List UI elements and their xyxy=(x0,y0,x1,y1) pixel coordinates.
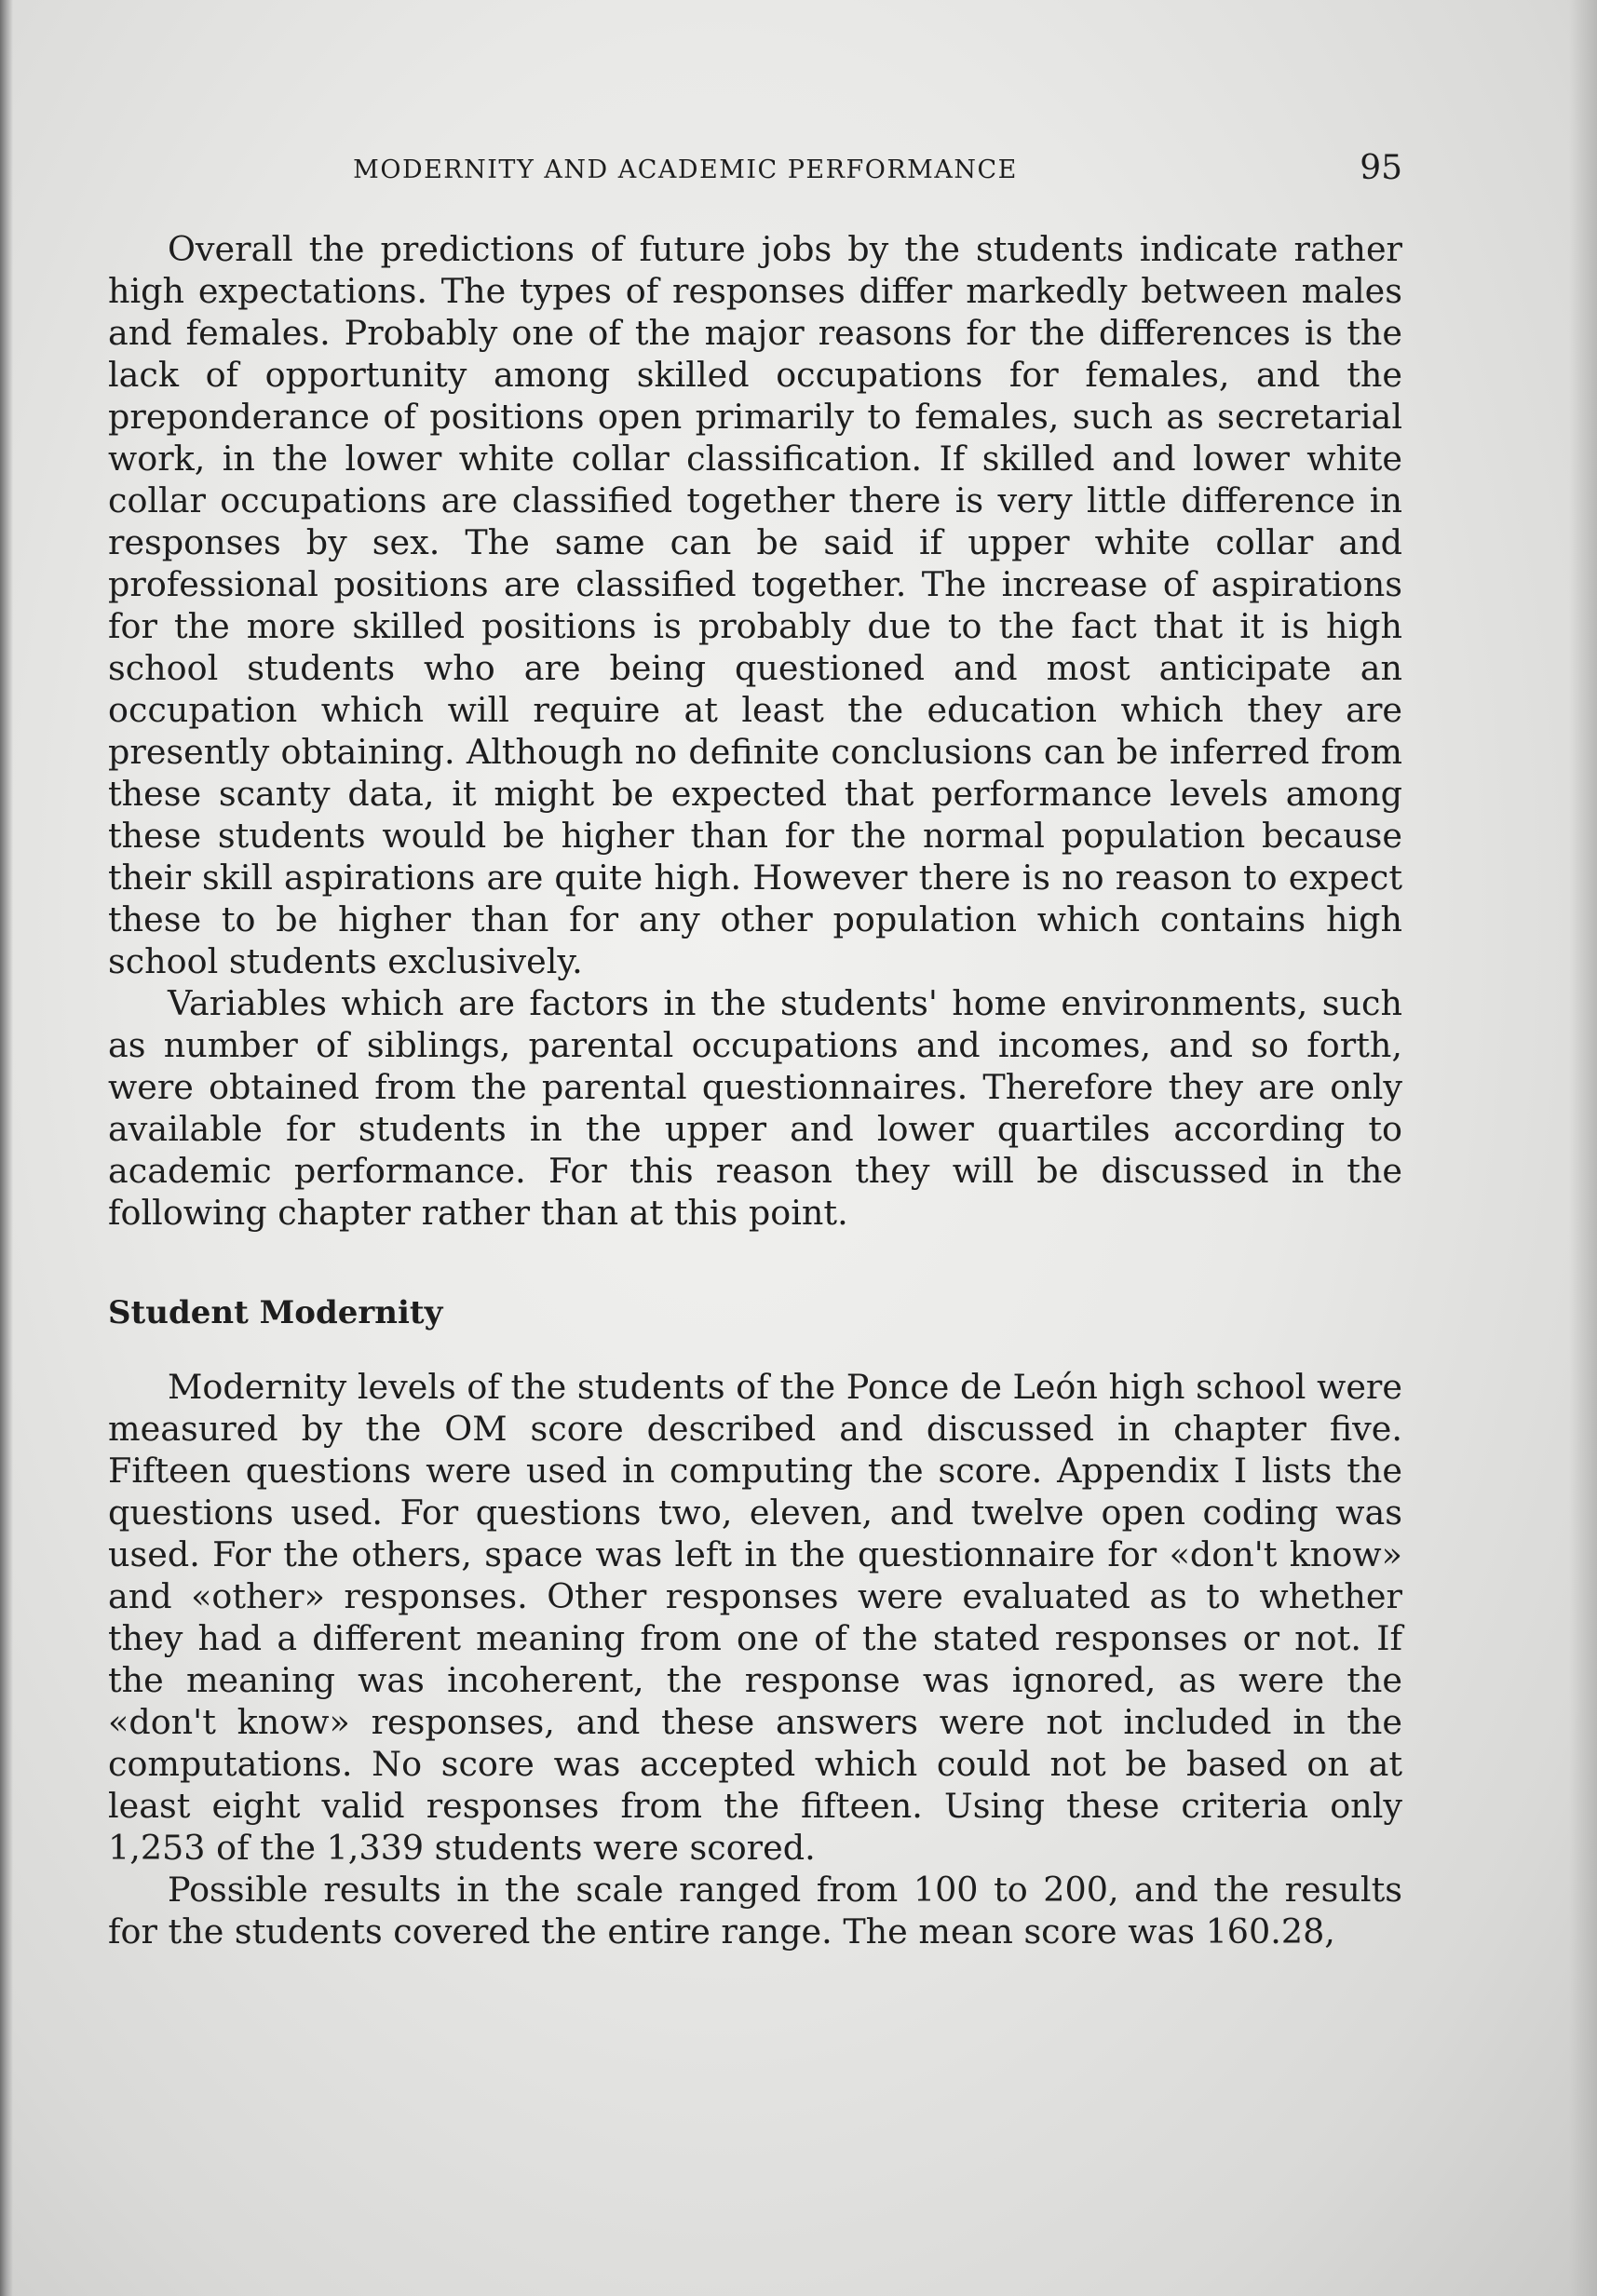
section-heading: Student Modernity xyxy=(108,1294,443,1331)
paragraph-modernity-levels: Modernity levels of the students of the Ponce de León high school were measured by the OM score described and discussed in chapter five. Fifteen questions were used in computing the score. Appendix I lists the questions used. For questions two, eleven, and twelve open coding was used. For the others, space was left in the questionnaire for «don't know» and «other» responses. Other responses were evaluated as to whether they had a different meaning from one of the stated responses or not. If the meaning was incoherent, the response was ignored, as were the «don't know» responses, and these answers were not included in the computations. No score was accepted which could not be based on at least eight valid responses from the fifteen. Using these criteria only 1,253 of the 1,339 students were scored. xyxy=(108,1367,1402,1868)
page-edge-shadow xyxy=(1569,0,1597,2296)
running-head xyxy=(108,149,1402,189)
paragraph-possible-results: Possible results in the scale ranged from 100 to 200, and the results for the students covered the entire range. The mean score was 160.28, xyxy=(108,1870,1402,1952)
page-binding-shadow xyxy=(0,0,13,2296)
paragraph-home-environment: Variables which are factors in the students' home environments, such as number of siblings, parental occupations and incomes, and so forth, were obtained from the parental questionnaires. Therefore they are only available for students in the upper and lower quartiles according to academic performance. For this reason they will be discussed in the following chapter rather than at this point. xyxy=(108,983,1402,1233)
body-text xyxy=(108,228,1402,1952)
paragraph-future-jobs: Overall the predictions of future jobs by the students indicate rather high expectations. The types of responses differ markedly between males and females. Probably one of the major reasons for the differences is the lack of opportunity among skilled occupations for females, and the preponderance of positions open primarily to females, such as secretarial work, in the lower white collar classification. If skilled and lower white collar occupations are classified together there is very little difference in responses by sex. The same can be said if upper white collar and professional positions are classified together. The increase of aspirations for the more skilled positions is probably due to the fact that it is high school students who are being questioned and most anticipate an occupation which will require at least the education which they are presently obtaining. Although no definite conclusions can be inferred from these scanty data, it might be expected that performance levels among these students would be higher than for the normal population because their skill aspirations are quite high. However there is no reason to expect these to be higher than for any other population which contains high school students exclusively. xyxy=(108,229,1402,981)
running-title: MODERNITY AND ACADEMIC PERFORMANCE xyxy=(353,155,1018,184)
page-number: 95 xyxy=(1360,149,1402,187)
